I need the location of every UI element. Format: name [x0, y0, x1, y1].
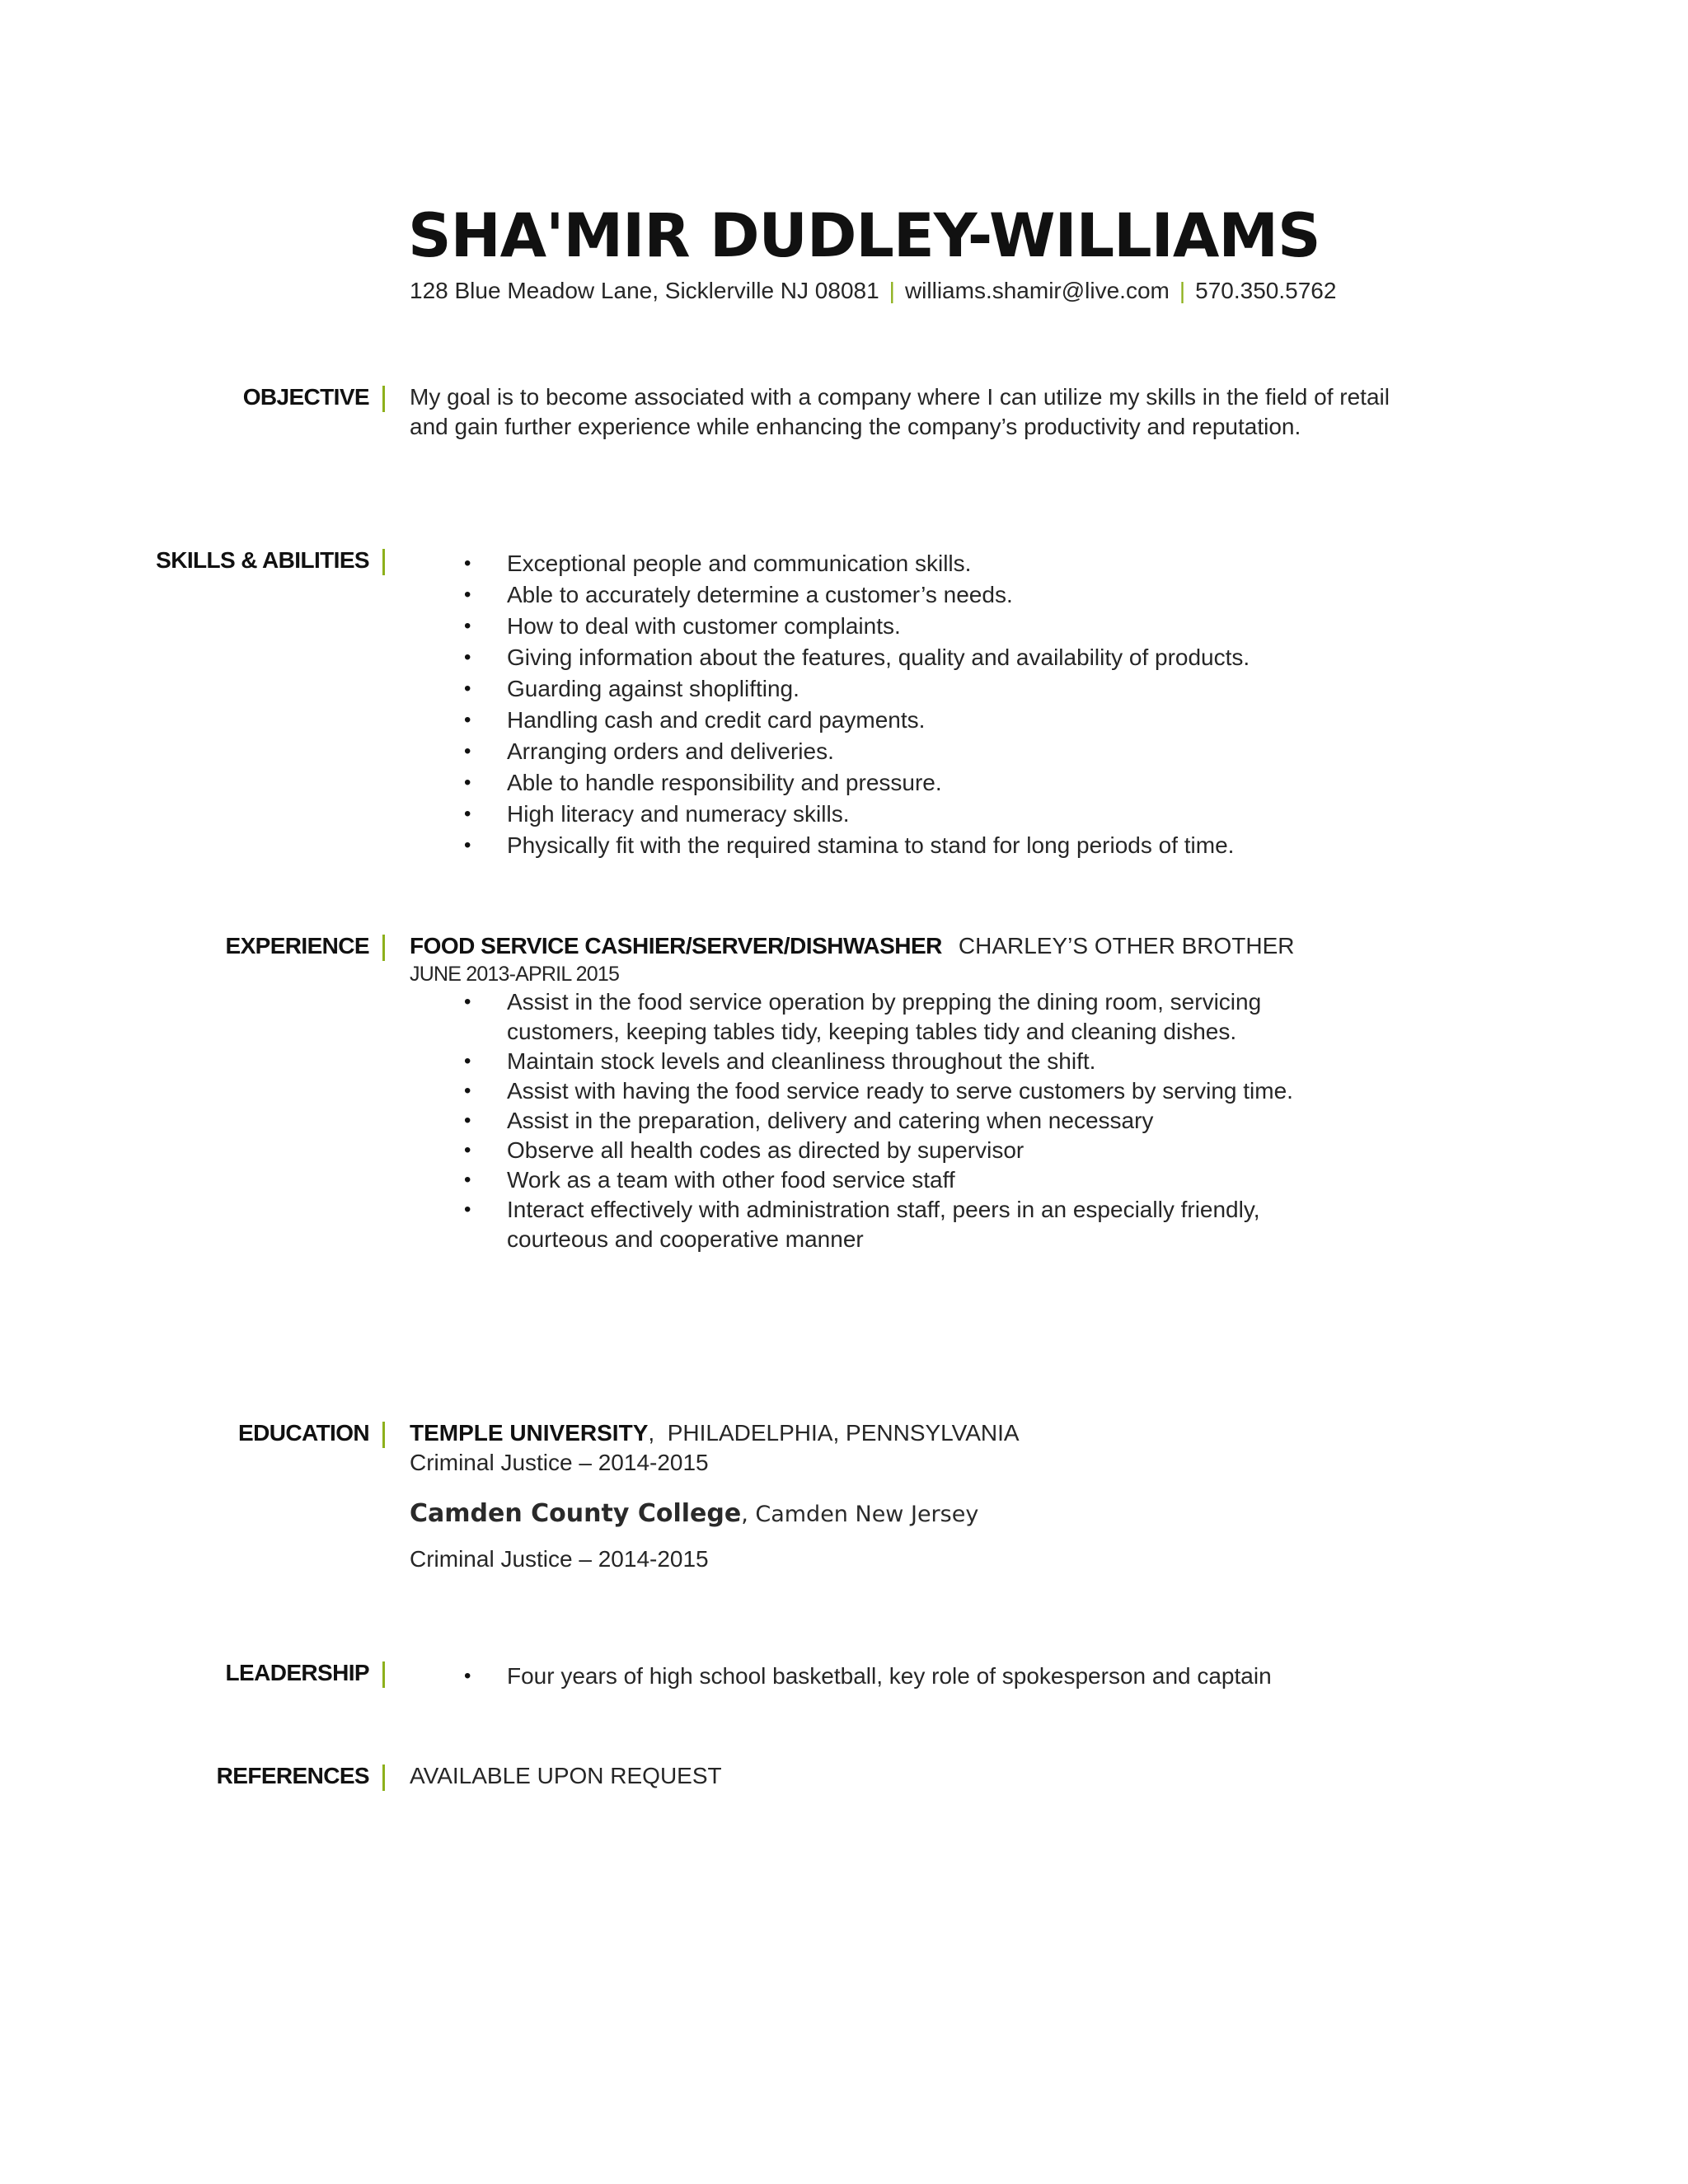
section-label: REFERENCES: [216, 1763, 369, 1788]
list-item: • Assist in the preparation, delivery and catering when necessary: [410, 1106, 1349, 1136]
section-divider: [382, 549, 385, 575]
contact-line: [410, 278, 1336, 304]
section-divider: [382, 1422, 385, 1448]
section-divider: [382, 1661, 385, 1688]
objective-content: [410, 382, 1399, 442]
experience-content: [410, 931, 1432, 1254]
section-label: SKILLS & ABILITIES: [156, 547, 369, 573]
list-item: • Able to accurately determine a customer’s needs.: [410, 580, 1432, 612]
list-item: • Physically fit with the required stamina to stand for long periods of time.: [410, 831, 1432, 862]
list-item: • Arranging orders and deliveries.: [410, 737, 1432, 768]
list-item: • Assist with having the food service ready to serve customers by serving time.: [410, 1076, 1349, 1106]
list-item: • Handling cash and credit card payments.: [410, 705, 1432, 737]
contact-address: 128 Blue Meadow Lane, Sicklerville NJ 08081: [410, 278, 879, 303]
list-item: • Observe all health codes as directed by supervisor: [410, 1136, 1349, 1165]
list-item: • Able to handle responsibility and pressure.: [410, 768, 1432, 799]
skills-list: [410, 549, 1432, 862]
contact-separator: |: [889, 278, 895, 303]
school-program: Criminal Justice – 2014-2015: [410, 1546, 709, 1572]
experience-duties: [410, 987, 1349, 1254]
section-divider: [382, 935, 385, 961]
section-divider: [382, 1765, 385, 1791]
references-text: AVAILABLE UPON REQUEST: [410, 1763, 722, 1788]
list-item: • Interact effectively with administration staff, peers in an especially friendly, courteous and cooperative manner: [410, 1195, 1349, 1254]
school-location: PHILADELPHIA, PENNSYLVANIA: [667, 1420, 1020, 1446]
list-item: • Four years of high school basketball, key role of spokesperson and captain: [410, 1661, 1432, 1691]
section-label: EXPERIENCE: [225, 933, 369, 958]
list-item: • Guarding against shoplifting.: [410, 674, 1432, 705]
leadership-list: [410, 1661, 1432, 1691]
school-name: Camden County College: [410, 1499, 742, 1528]
school-name: TEMPLE UNIVERSITY: [410, 1420, 649, 1446]
section-divider: [382, 386, 385, 412]
leadership-content: [410, 1661, 1432, 1691]
job-dates: JUNE 2013-APRIL 2015: [410, 963, 620, 986]
list-item: • High literacy and numeracy skills.: [410, 799, 1432, 831]
section-label: EDUCATION: [238, 1420, 369, 1446]
school-location: Camden New Jersey: [755, 1502, 979, 1527]
section-label: OBJECTIVE: [242, 384, 369, 410]
objective-text: My goal is to become associated with a company where I can utilize my skills in the field of retail and gain further experience while enhancing the company’s productivity and reputation.: [410, 384, 1390, 439]
list-item: • Maintain stock levels and cleanliness throughout the shift.: [410, 1047, 1349, 1076]
school-program: Criminal Justice – 2014-2015: [410, 1450, 709, 1475]
employer-name: CHARLEY’S OTHER BROTHER: [958, 933, 1295, 958]
candidate-name: SHA'MIR DUDLEY-WILLIAMS: [408, 201, 1320, 271]
list-item: • Giving information about the features, quality and availability of products.: [410, 643, 1432, 674]
contact-separator: |: [1179, 278, 1186, 303]
contact-phone: 570.350.5762: [1195, 278, 1337, 303]
references-content: [410, 1761, 1432, 1791]
section-label: LEADERSHIP: [225, 1660, 369, 1685]
skills-content: [410, 549, 1432, 862]
list-item: • Work as a team with other food service staff: [410, 1165, 1349, 1195]
list-item: • How to deal with customer complaints.: [410, 612, 1432, 643]
education-content: TEMPLE UNIVERSITY, PHILADELPHIA, PENNSYLVANIA Criminal Justice – 2014-2015 Camden County College, Camden New Jersey Criminal Justice – 2014-2015: [410, 1418, 1432, 1574]
contact-email: williams.shamir@live.com: [904, 278, 1170, 303]
job-title: FOOD SERVICE CASHIER/SERVER/DISHWASHER: [410, 933, 942, 958]
list-item: • Exceptional people and communication skills.: [410, 549, 1432, 580]
list-item: • Assist in the food service operation by prepping the dining room, servicing customers, keeping tables tidy, keeping tables tidy and cleaning dishes.: [410, 987, 1349, 1047]
